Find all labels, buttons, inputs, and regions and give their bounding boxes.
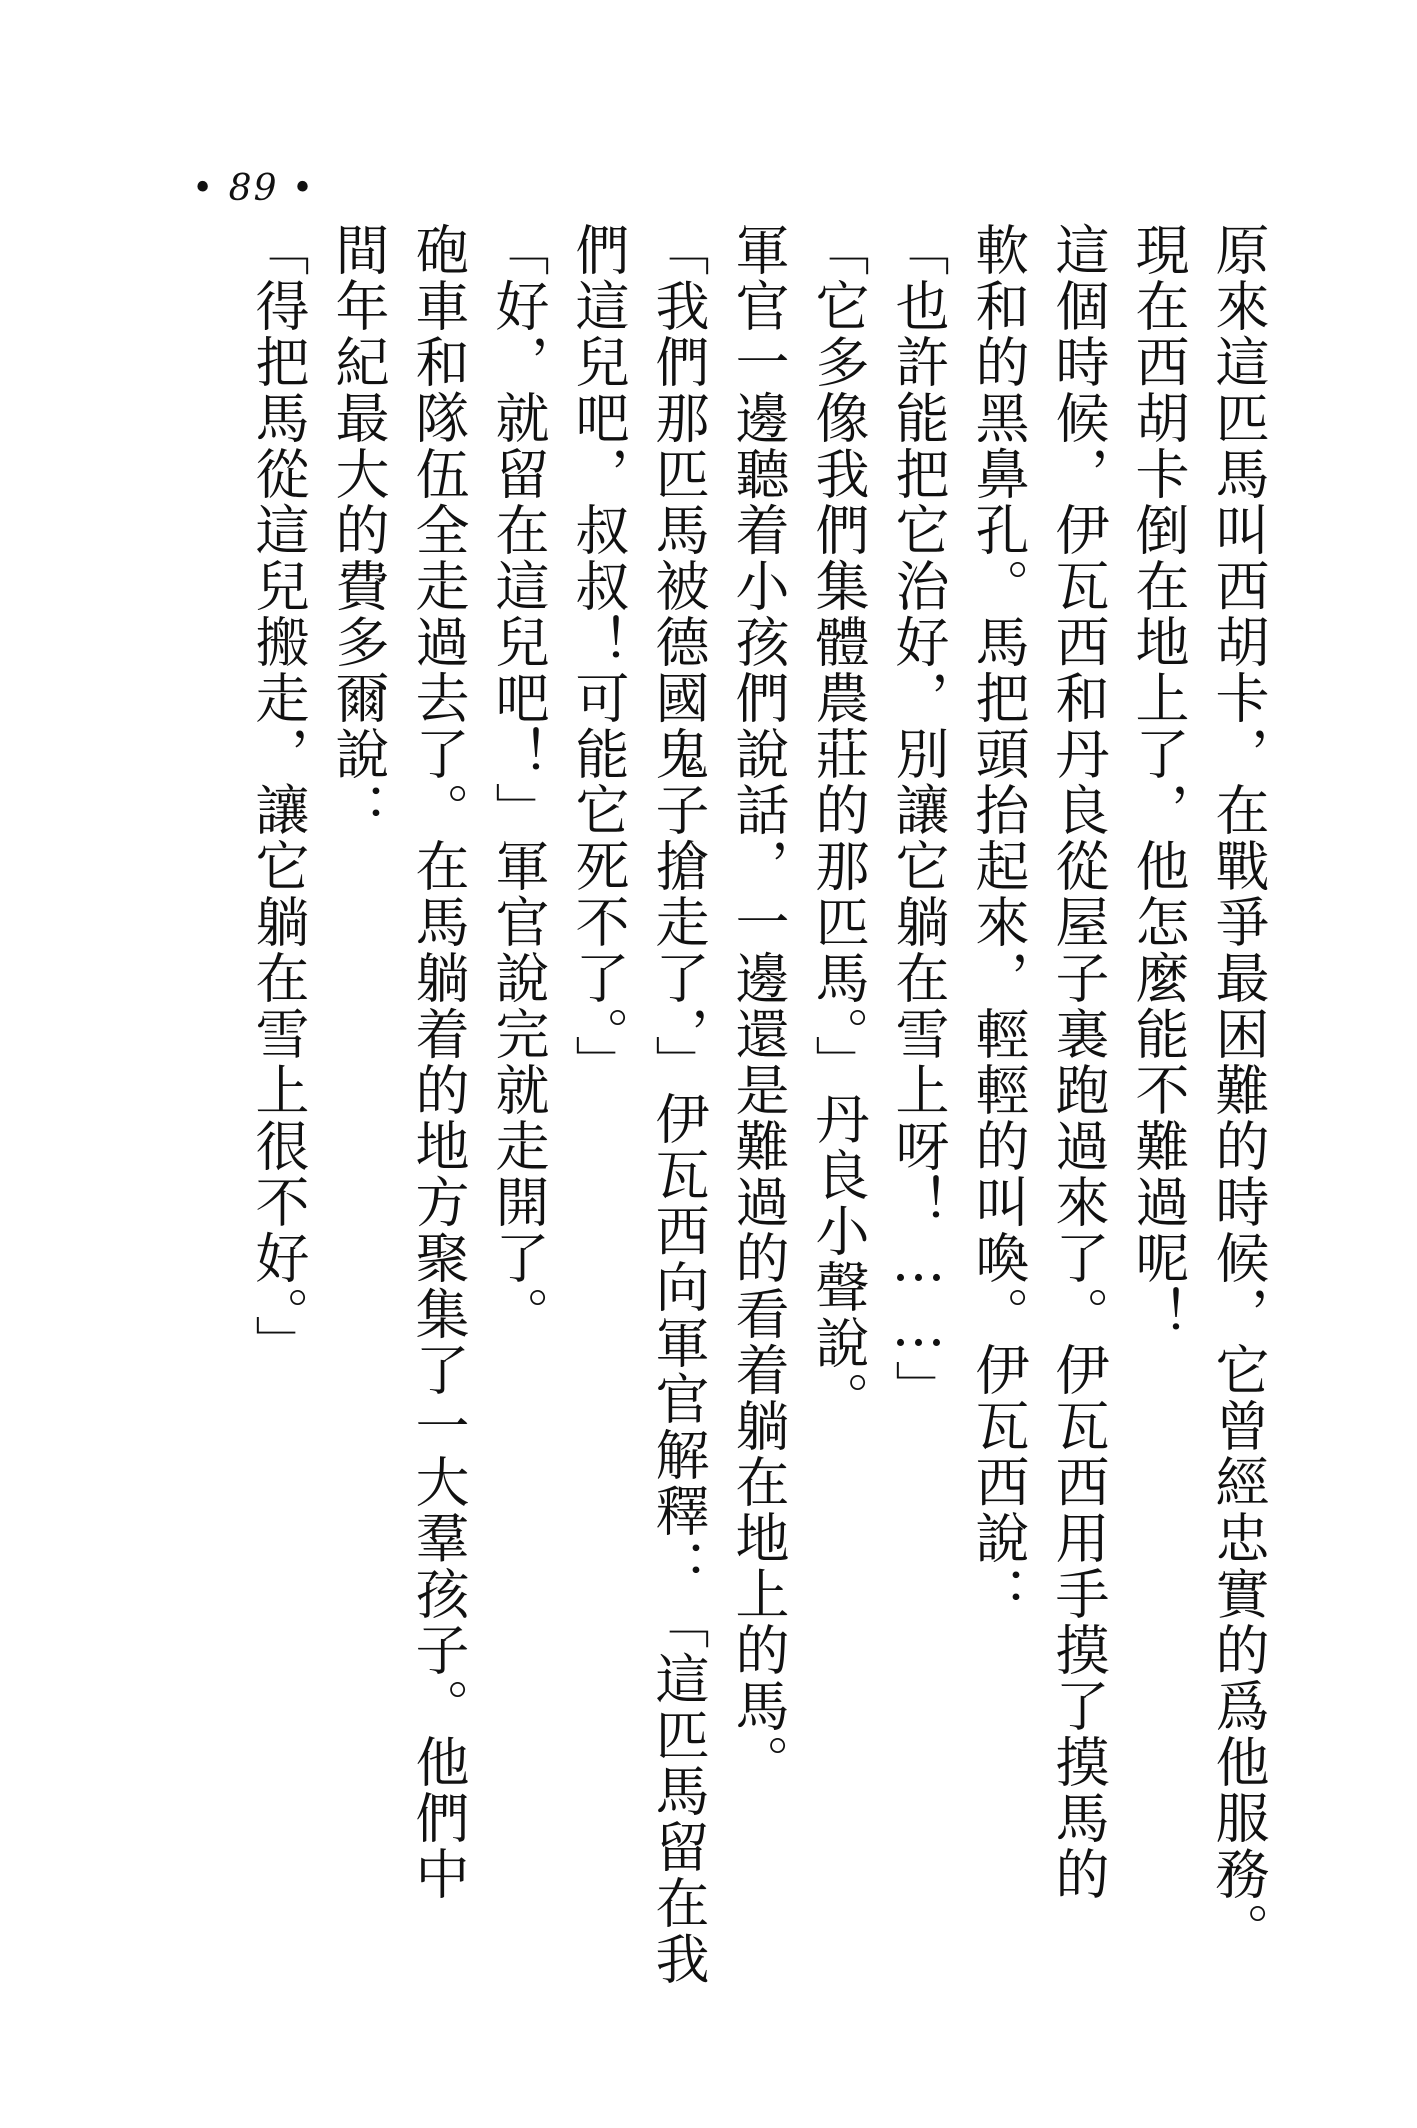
text-column-9: 們這兒吧，叔叔！可能它死不了。」 (567, 222, 630, 1091)
text-column-5: 「也許能把它治好，別讓它躺在雪上呀！……」 (887, 222, 950, 1416)
text-column-11: 砲車和隊伍全走過去了。在馬躺着的地方聚集了一大羣孩子。他們中 (407, 222, 470, 1902)
text-column-10: 「好，就留在這兒吧！」軍官說完就走開了。 (487, 222, 550, 1342)
text-column-8: 「我們那匹馬被德國鬼子搶走了，」伊瓦西向軍官解釋：「這匹馬留在我 (647, 222, 710, 1987)
text-column-7: 軍官一邊聽着小孩們說話，一邊還是難過的看着躺在地上的馬。 (727, 222, 790, 1790)
text-column-3: 這個時候，伊瓦西和丹良從屋子裏跑過來了。伊瓦西用手摸了摸馬的 (1047, 222, 1110, 1902)
text-column-13: 「得把馬從這兒搬走，讓它躺在雪上很不好。」 (247, 222, 310, 1371)
text-column-1: 原來這匹馬叫西胡卡，在戰爭最困難的時候，它曾經忠實的爲他服務。 (1207, 222, 1270, 1958)
text-column-12: 間年紀最大的費多爾說： (327, 222, 390, 838)
text-column-6: 「它多像我們集體農莊的那匹馬。」丹良小聲說。 (807, 222, 870, 1427)
text-column-4: 軟和的黑鼻孔。馬把頭抬起來，輕輕的叫喚。伊瓦西說： (967, 222, 1030, 1622)
page-number: • 89 • (192, 168, 316, 209)
text-column-2: 現在西胡卡倒在地上了，他怎麼能不難過呢！ (1127, 222, 1190, 1342)
